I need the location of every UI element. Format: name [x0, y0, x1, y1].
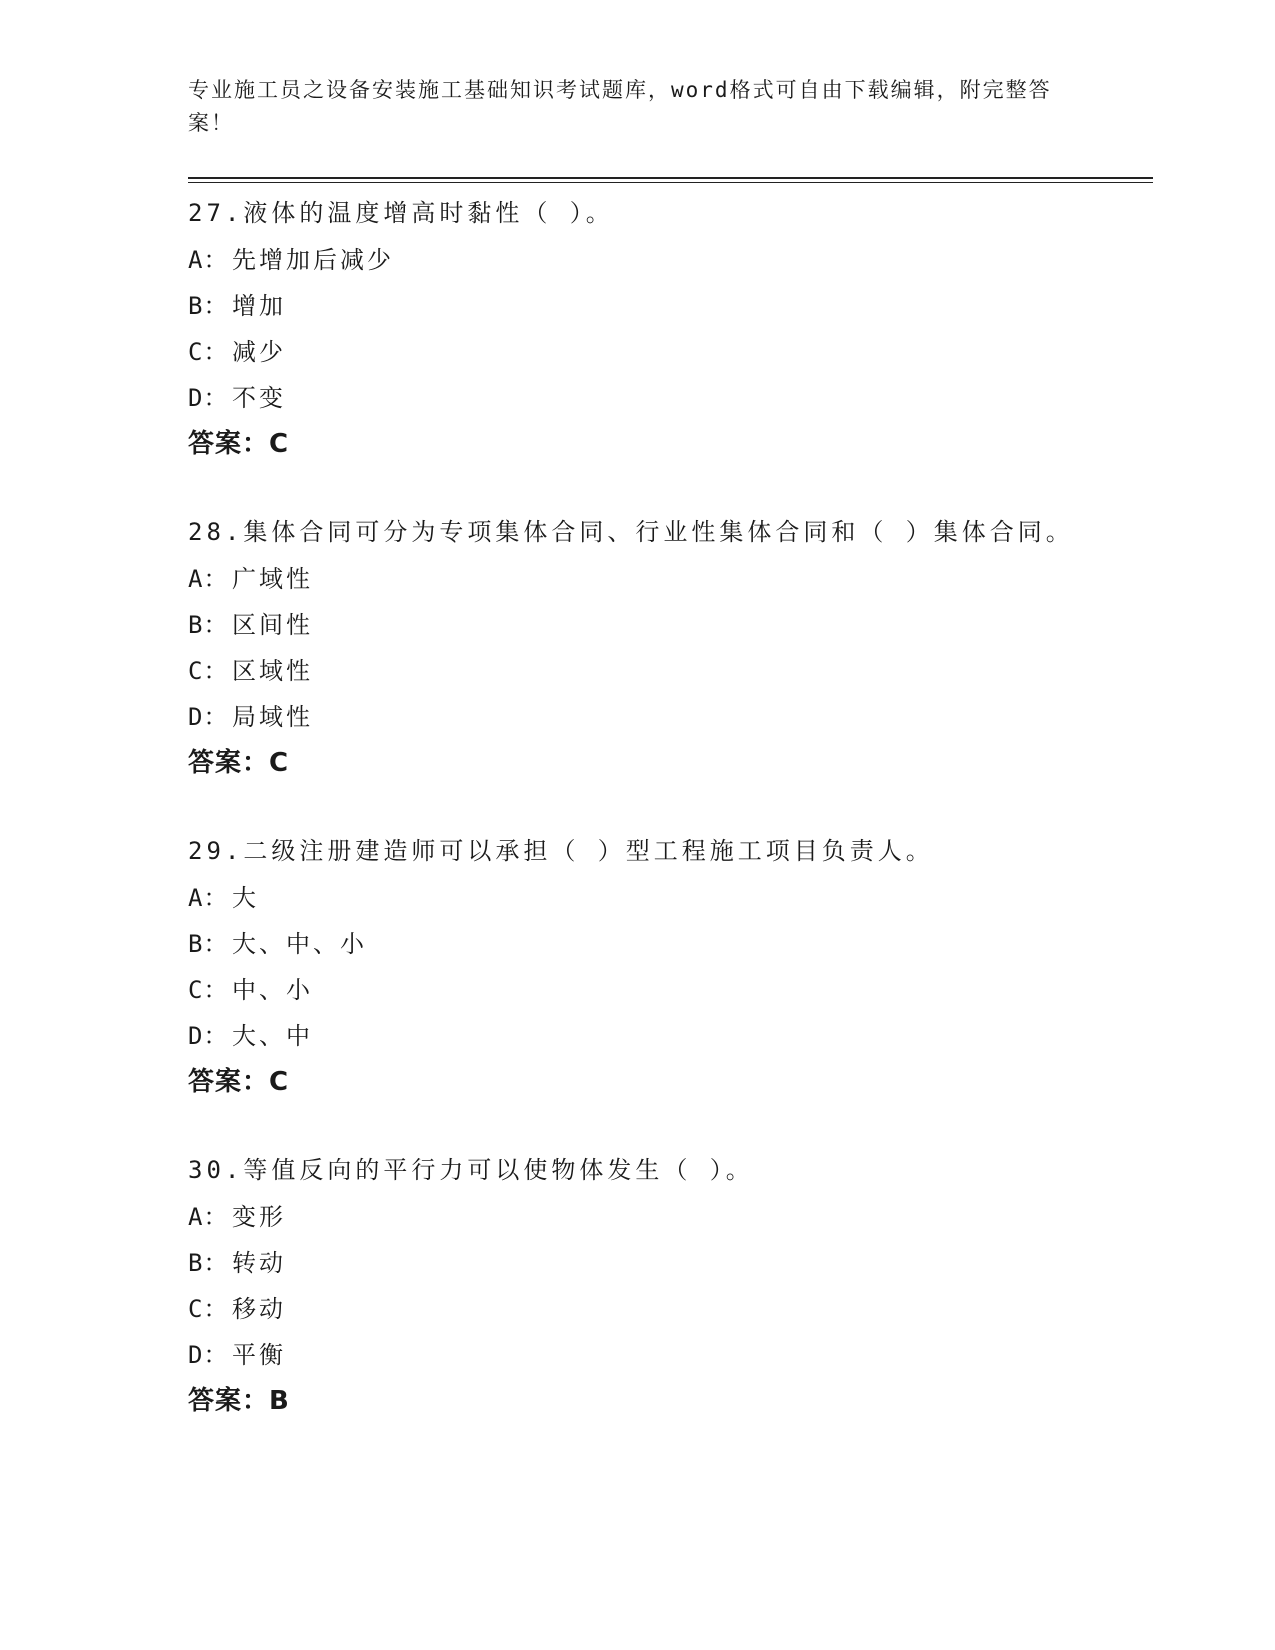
option-text: 先增加后减少	[232, 246, 394, 274]
option-key: C：	[188, 1295, 229, 1323]
answer-line: 答案：C	[188, 1067, 290, 1097]
option-text: 减少	[232, 338, 286, 366]
question-stem: 30.等值反向的平行力可以使物体发生（ ）。	[188, 1156, 754, 1184]
question-28	[188, 509, 1088, 786]
option-key: A：	[188, 1203, 229, 1231]
option-a	[188, 556, 1088, 602]
option-text: 大、中、小	[232, 930, 367, 958]
option-text: 广域性	[232, 565, 313, 593]
option-a	[188, 875, 1088, 921]
option-c	[188, 967, 1088, 1013]
option-key: D：	[188, 703, 229, 731]
question-30	[188, 1147, 1088, 1424]
option-b	[188, 602, 1088, 648]
question-stem: 27.液体的温度增高时黏性（ ）。	[188, 199, 614, 227]
option-key: C：	[188, 976, 229, 1004]
question-list	[188, 190, 1088, 1466]
option-key: C：	[188, 338, 229, 366]
option-key: B：	[188, 930, 229, 958]
option-d	[188, 694, 1088, 740]
option-key: A：	[188, 565, 229, 593]
document-header: 专业施工员之设备安装施工基础知识考试题库，word格式可自由下载编辑，附完整答案！	[188, 78, 1052, 135]
option-text: 转动	[232, 1249, 286, 1277]
option-c	[188, 329, 1088, 375]
option-text: 大	[232, 884, 259, 912]
option-key: B：	[188, 611, 229, 639]
answer-line: 答案：C	[188, 429, 290, 459]
header-divider	[188, 177, 1153, 183]
option-b	[188, 283, 1088, 329]
option-text: 区间性	[232, 611, 313, 639]
question-stem: 29.二级注册建造师可以承担（ ）型工程施工项目负责人。	[188, 837, 934, 865]
option-c	[188, 648, 1088, 694]
option-text: 平衡	[232, 1341, 286, 1369]
option-key: A：	[188, 884, 229, 912]
option-text: 增加	[232, 292, 286, 320]
option-d	[188, 1332, 1088, 1378]
question-27	[188, 190, 1088, 467]
option-key: D：	[188, 1341, 229, 1369]
option-b	[188, 1240, 1088, 1286]
option-a	[188, 1194, 1088, 1240]
option-b	[188, 921, 1088, 967]
option-text: 区域性	[232, 657, 313, 685]
option-text: 大、中	[232, 1022, 313, 1050]
option-c	[188, 1286, 1088, 1332]
option-text: 变形	[232, 1203, 286, 1231]
option-text: 不变	[232, 384, 286, 412]
option-a	[188, 237, 1088, 283]
option-d	[188, 375, 1088, 421]
option-key: B：	[188, 1249, 229, 1277]
option-d	[188, 1013, 1088, 1059]
question-29	[188, 828, 1088, 1105]
option-text: 中、小	[232, 976, 313, 1004]
option-key: D：	[188, 1022, 229, 1050]
option-key: B：	[188, 292, 229, 320]
option-key: A：	[188, 246, 229, 274]
option-text: 移动	[232, 1295, 286, 1323]
option-key: C：	[188, 657, 229, 685]
option-text: 局域性	[232, 703, 313, 731]
question-stem: 28.集体合同可分为专项集体合同、行业性集体合同和（ ）集体合同。	[188, 518, 1074, 546]
answer-line: 答案：C	[188, 748, 290, 778]
option-key: D：	[188, 384, 229, 412]
answer-line: 答案：B	[188, 1386, 290, 1416]
